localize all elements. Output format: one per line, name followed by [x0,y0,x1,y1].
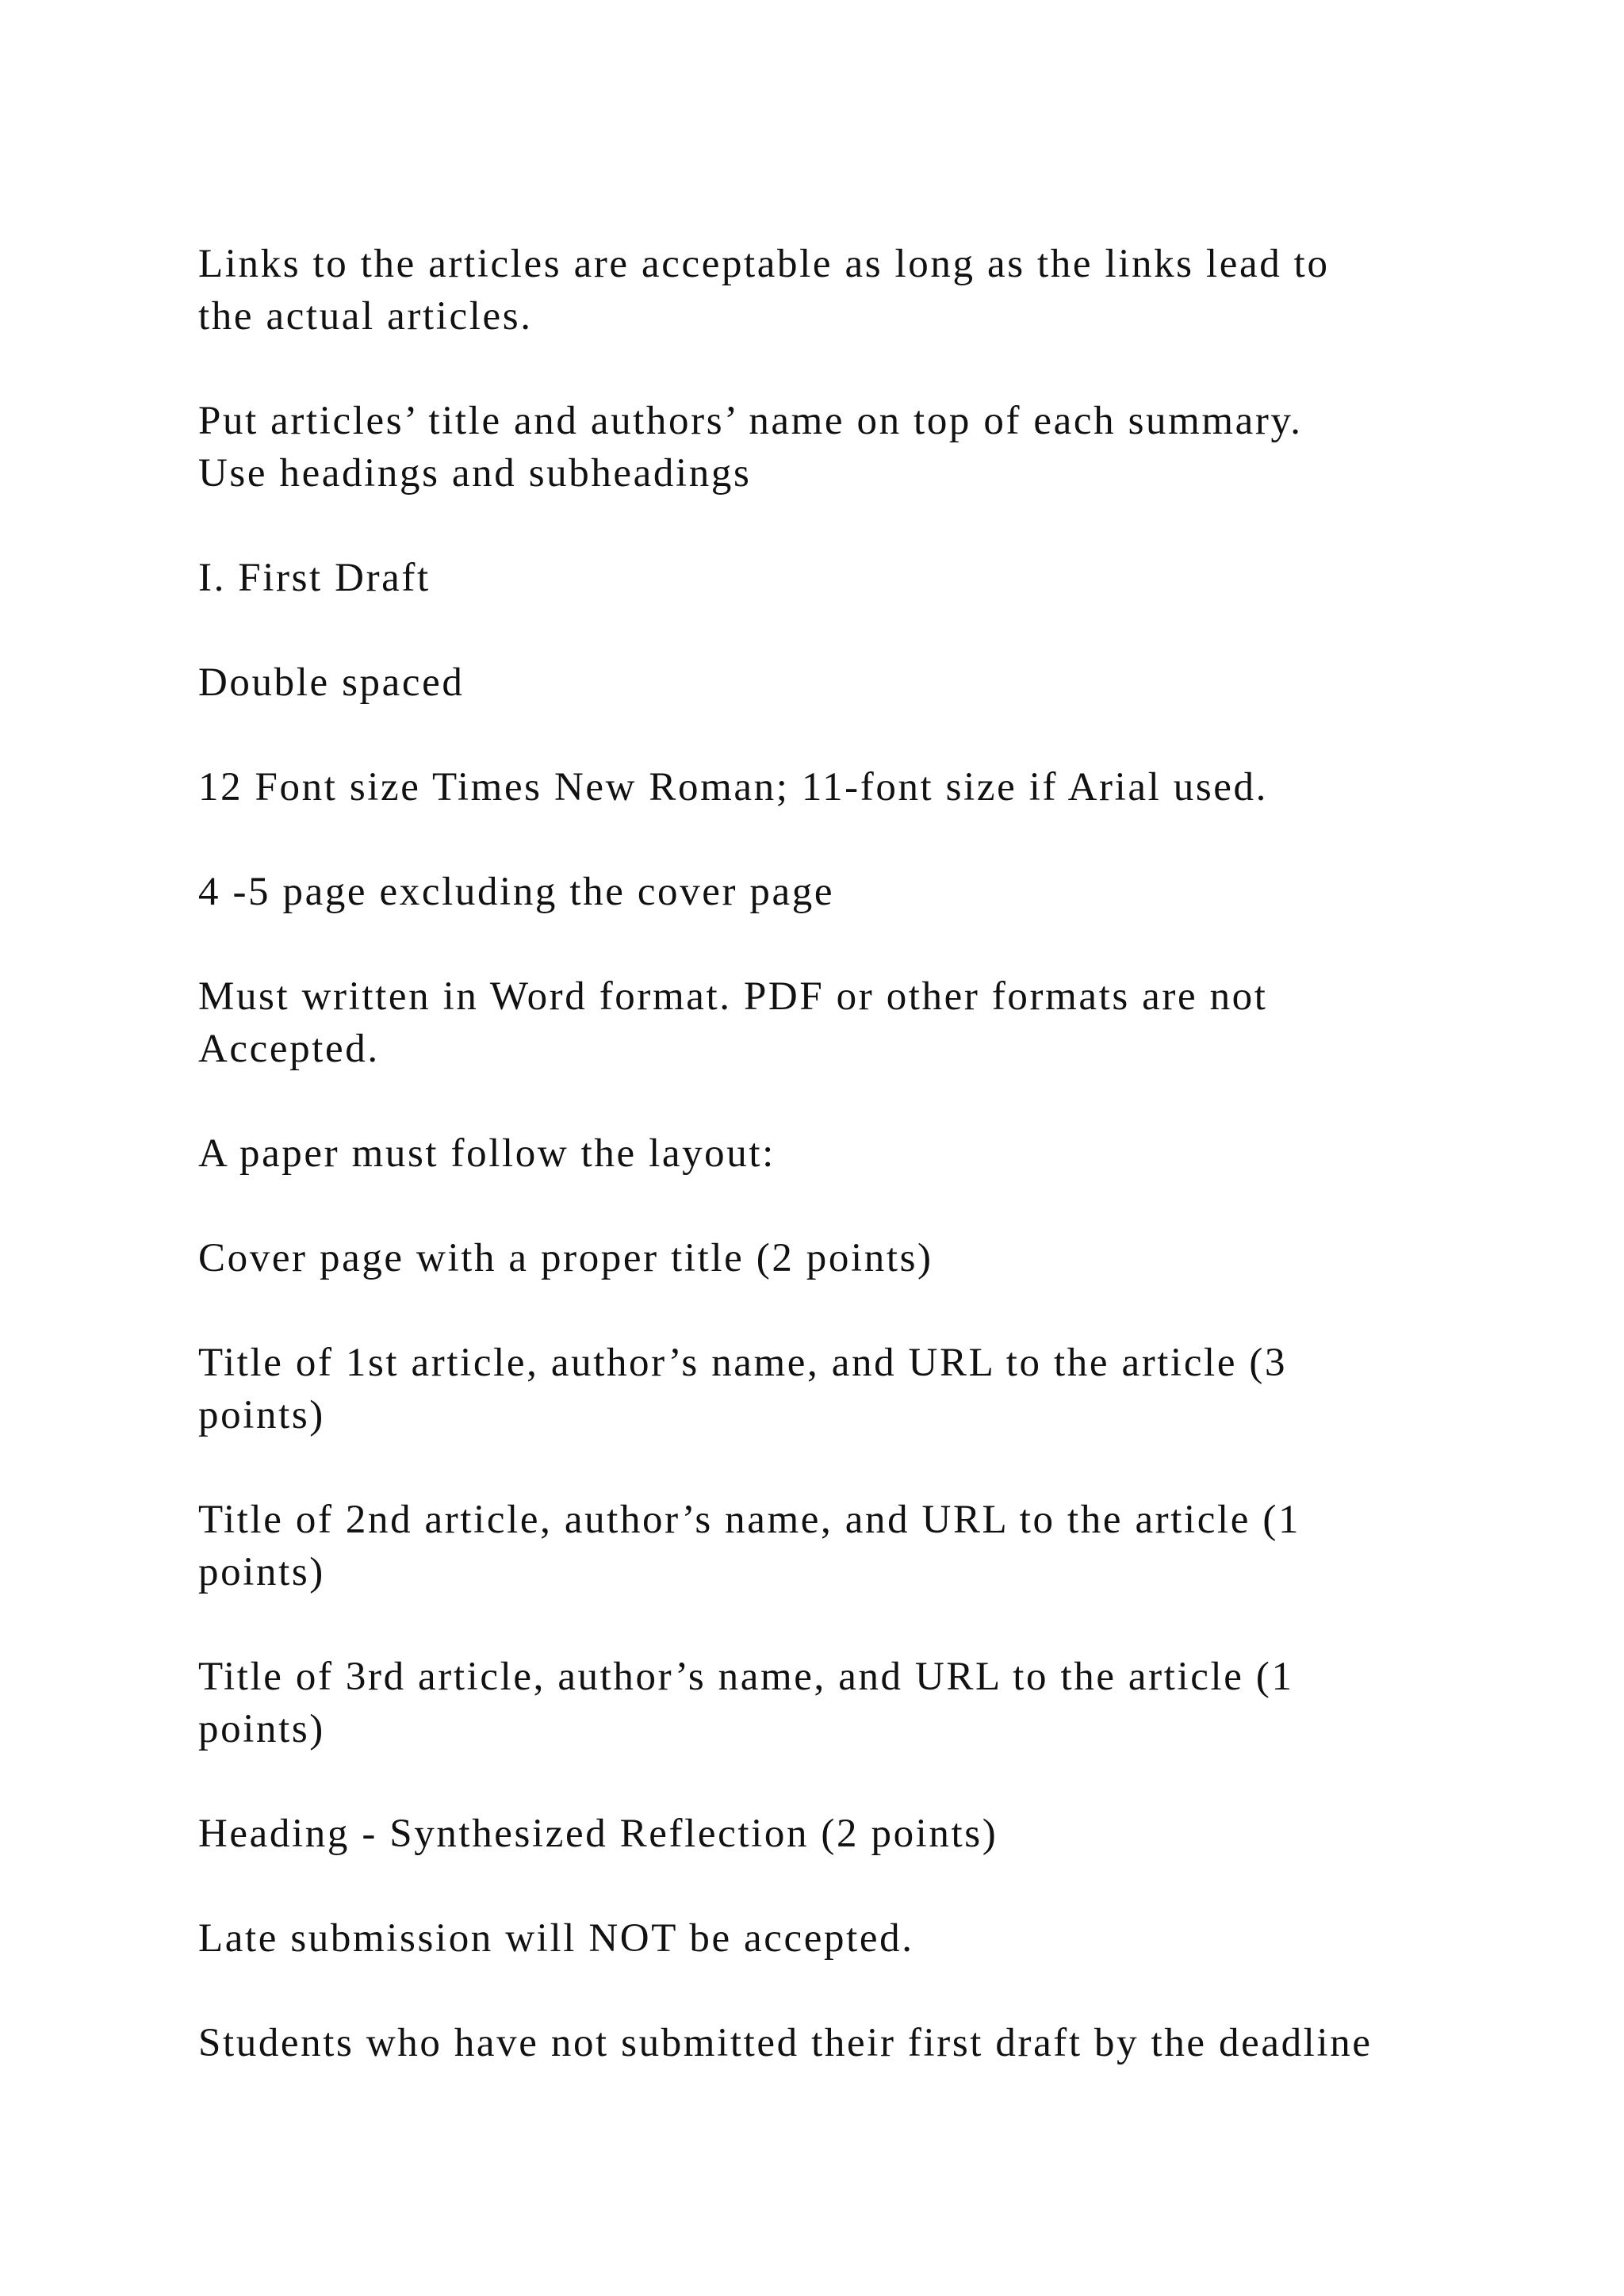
paragraph-synthesized-reflection: Heading - Synthesized Reflection (2 points) [198,1812,998,1856]
document-body [198,238,1546,2122]
section-heading-first-draft: I. First Draft [198,556,431,600]
paragraph-word-format: Must written in Word format. PDF or other formats are not Accepted. [198,974,1268,1071]
paragraph-double-spaced: Double spaced [198,660,465,705]
paragraph-font-size: 12 Font size Times New Roman; 11-font size if Arial used. [198,765,1268,809]
paragraph-article-1: Title of 1st article, author’s name, and URL to the article (3 points) [198,1341,1288,1437]
paragraph-page-count: 4 -5 page excluding the cover page [198,870,835,914]
paragraph-title-authors: Put articles’ title and authors’ name on top of each summary. Use headings and subheadings [198,399,1303,496]
paragraph-links-acceptable: Links to the articles are acceptable as long as the links lead to the actual articles. [198,242,1330,339]
paragraph-late-submission: Late submission will NOT be accepted. [198,1916,914,1961]
paragraph-article-2: Title of 2nd article, author’s name, and URL to the article (1 points) [198,1498,1301,1594]
paragraph-article-3: Title of 3rd article, author’s name, and URL to the article (1 points) [198,1655,1294,1751]
paragraph-cover-page: Cover page with a proper title (2 points) [198,1236,933,1280]
paragraph-layout-intro: A paper must follow the layout: [198,1131,776,1176]
paragraph-deadline-notice: Students who have not submitted their first draft by the deadline [198,2021,1373,2065]
